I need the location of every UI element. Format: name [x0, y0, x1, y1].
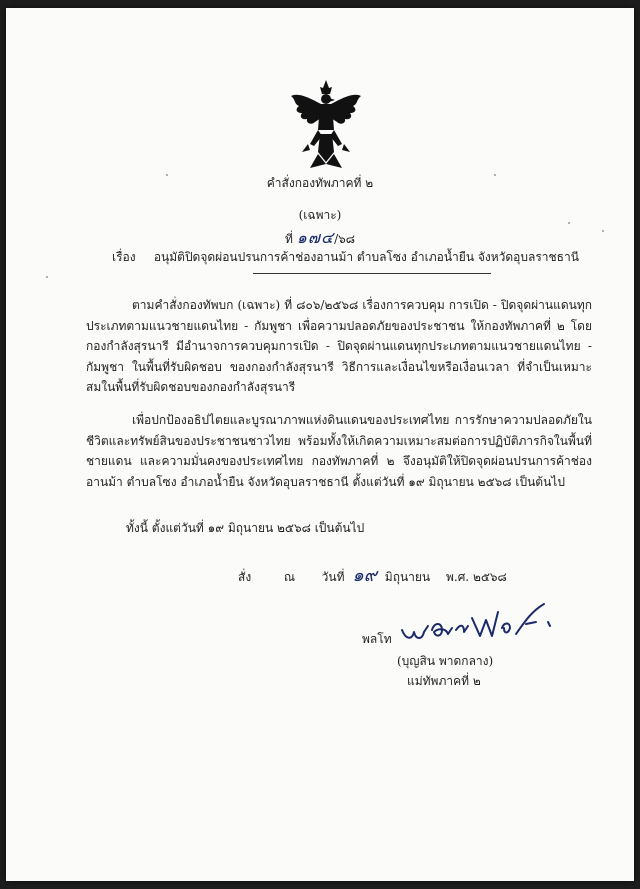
- signatory-position: แม่ทัพภาคที่ ๒: [407, 674, 481, 688]
- document-page: [6, 8, 634, 881]
- subject-label: เรื่อง: [112, 250, 136, 264]
- body-paragraph-1: ตามคำสั่งกองทัพบก (เฉพาะ) ที่ ๘๐๖/๒๕๖๘ เรื่องการควบคุม การเปิด - ปิดจุดผ่านแดนทุกประเภทตามแนวชายแดนไทย - กัมพูชา เพื่อความปลอดภัยของประชาชน ให้กองทัพภาคที่ ๒ โดยกองกำลังสุรนารี มีอำนาจการควบคุมการเปิด - ปิดจุดผ่านแดนทุกประเภทตามแนวชายแดนไทย - กัมพูชา ในพื้นที่รับผิดชอบ ของกองกำลังสุรนารี วิธีการและเงื่อนไขหรือเงื่อนเวลา ที่จำเป็นเหมาะสมในพื้นที่รับผิดชอบของกองกำลังสุรนารี: [86, 298, 592, 395]
- paper-speck: [568, 222, 570, 224]
- subject-divider: [253, 273, 491, 274]
- subject-line: [112, 250, 602, 266]
- order-date-line: [238, 564, 598, 587]
- document-number-prefix: ที่: [285, 232, 293, 246]
- subject-text: อนุมัติปิดจุดผ่อนปรนการค้าช่องอานม้า ตำบลโซง อำเภอน้ำยืน จังหวัดอุบลราชธานี: [153, 250, 579, 264]
- signatory-rank: พลโท: [362, 632, 392, 646]
- document-content: [6, 8, 634, 881]
- ordered-label: สั่ง: [238, 570, 252, 584]
- document-number-handwritten: ๑๗๔: [296, 228, 335, 247]
- paper-speck: [46, 276, 48, 278]
- at-label: ณ: [283, 570, 295, 584]
- month-label: มิถุนายน: [384, 570, 431, 584]
- order-title: คำสั่งกองทัพภาคที่ ๒: [266, 176, 374, 190]
- document-number: [6, 228, 634, 249]
- year-label: พ.ศ. ๒๕๖๘: [445, 570, 507, 584]
- date-label: วันที่: [321, 570, 345, 584]
- classification-label: (เฉพาะ): [298, 208, 342, 222]
- body-paragraph-3: ทั้งนี้ ตั้งแต่วันที่ ๑๙ มิถุนายน ๒๕๖๘ เป็นต้นไป: [126, 521, 365, 535]
- handwritten-signature: [398, 600, 558, 652]
- paper-speck: [494, 174, 496, 176]
- paper-speck: [602, 230, 604, 232]
- body-paragraph-2: เพื่อปกป้องอธิปไตยและบูรณาภาพแห่งดินแดนของประเทศไทย การรักษาความปลอดภัยในชีวิตและทรัพย์สินของประชาชนชาวไทย พร้อมทั้งให้เกิดความเหมาะสมต่อการปฏิบัติภารกิจในพื้นที่ชายแดน และความมั่นคงของประเทศไทย กองทัพภาคที่ ๒ จึงอนุมัติให้ปิดจุดผ่อนปรนการค้าช่องอานม้า ตำบลโซง อำเภอน้ำยืน จังหวัดอุบลราชธานี ตั้งแต่วันที่ ๑๙ มิถุนายน ๒๕๖๘ เป็นต้นไป: [86, 413, 592, 489]
- paper-speck: [166, 174, 168, 176]
- document-number-suffix: /๖๘: [334, 232, 355, 246]
- day-handwritten: ๑๙: [352, 565, 377, 586]
- signatory-name: (บุญสิน พาดกลาง): [397, 654, 494, 668]
- garuda-emblem-icon: [288, 78, 364, 170]
